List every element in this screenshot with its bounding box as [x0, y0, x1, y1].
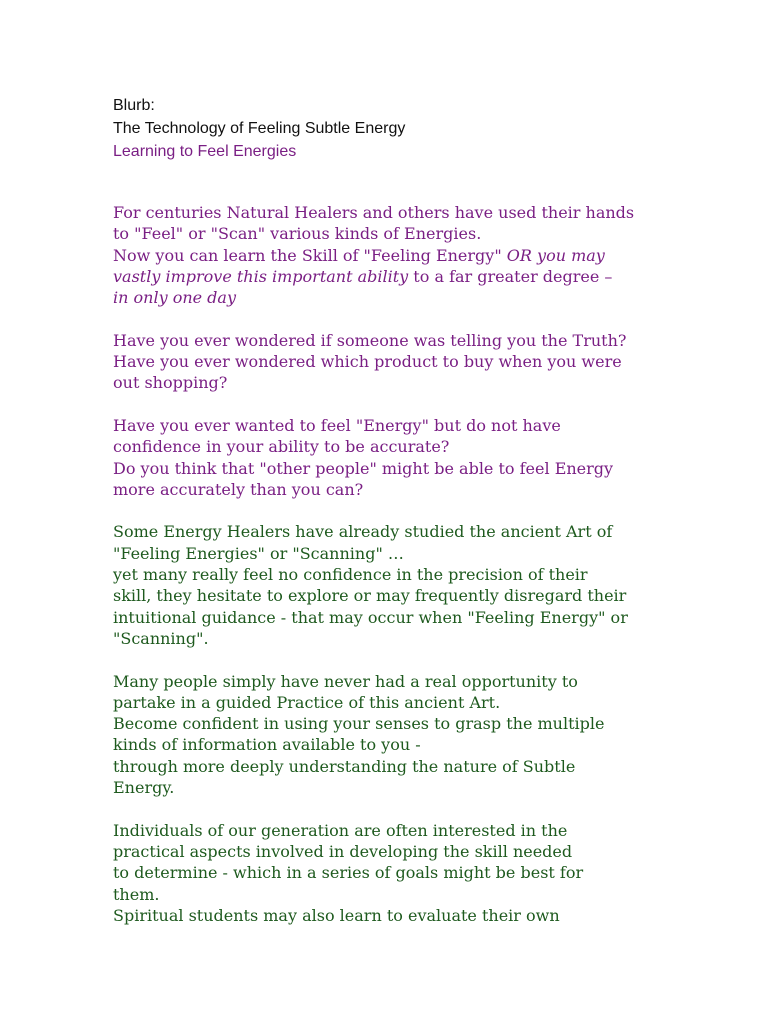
italic-run: vastly improve this important ability [113, 266, 409, 286]
paragraph-individuals [113, 820, 673, 926]
document-subtitle: Learning to Feel Energies [113, 143, 297, 160]
text-line: yet many really feel no confidence in the precision of their [113, 565, 588, 585]
text-line-mixed [113, 245, 673, 266]
paragraph-questions-truth [113, 330, 673, 394]
document-body [113, 202, 673, 947]
text-line: Individuals of our generation are often interested in the [113, 820, 568, 840]
italic-line: in only one day [113, 288, 236, 308]
text-line: to determine - which in a series of goals might be best for [113, 863, 584, 883]
text-line: them. [113, 884, 160, 904]
blurb-label: Blurb: [113, 97, 155, 114]
text-line: intuitional guidance - that may occur when "Feeling Energy" or [113, 607, 628, 627]
text-line: Have you ever wanted to feel "Energy" but do not have [113, 415, 561, 435]
text-line: Have you ever wondered which product to buy when you were [113, 352, 622, 372]
text-line: skill, they hesitate to explore or may frequently disregard their [113, 586, 627, 606]
text-line: partake in a guided Practice of this ancient Art. [113, 692, 501, 712]
text-line: Become confident in using your senses to grasp the multiple [113, 714, 605, 734]
text-line: Many people simply have never had a real opportunity to [113, 671, 578, 691]
paragraph-energy-healers [113, 521, 673, 649]
text-line: "Scanning". [113, 628, 209, 648]
text-line: kinds of information available to you - [113, 735, 421, 755]
paragraph-questions-energy [113, 415, 673, 500]
text-line: through more deeply understanding the nature of Subtle [113, 756, 576, 776]
document-heading [113, 94, 405, 163]
italic-run: OR you may [506, 245, 605, 265]
text-line: Energy. [113, 778, 175, 798]
text-run: to a far greater degree – [408, 266, 613, 286]
text-line: Some Energy Healers have already studied the ancient Art of [113, 522, 613, 542]
text-line: Have you ever wondered if someone was telling you the Truth? [113, 330, 627, 350]
text-line: out shopping? [113, 373, 228, 393]
text-line: For centuries Natural Healers and others have used their hands [113, 203, 635, 222]
paragraph-intro [113, 202, 673, 308]
text-line-mixed [113, 266, 673, 287]
document-title: The Technology of Feeling Subtle Energy [113, 120, 406, 137]
text-run: Now you can learn the Skill of "Feeling Energy" [113, 245, 507, 265]
text-line: practical aspects involved in developing the skill needed [113, 841, 573, 861]
text-line: Do you think that "other people" might be able to feel Energy [113, 458, 614, 478]
text-line: Spiritual students may also learn to evaluate their own [113, 905, 560, 925]
text-line: "Feeling Energies" or "Scanning" … [113, 543, 404, 563]
paragraph-opportunity [113, 671, 673, 799]
text-line: to "Feel" or "Scan" various kinds of Energies. [113, 224, 482, 244]
text-line: confidence in your ability to be accurate? [113, 437, 450, 457]
text-line: more accurately than you can? [113, 479, 364, 499]
